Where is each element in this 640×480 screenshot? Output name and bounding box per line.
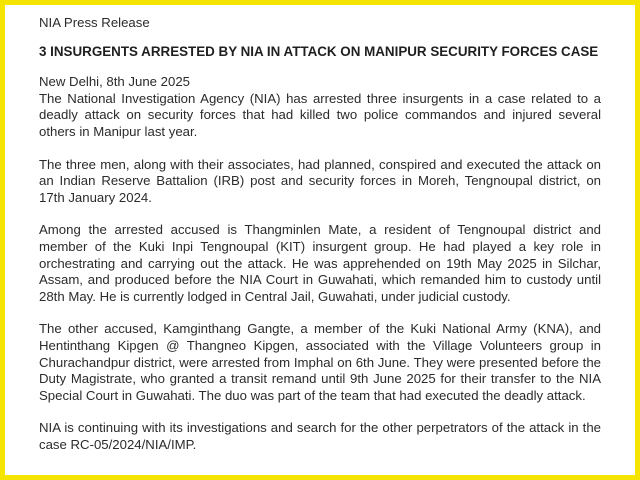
dateline: New Delhi, 8th June 2025 [39,74,191,90]
paragraph-4: The other accused, Kamginthang Gangte, a member of the Kuki National Army (KNA), and Hentinthang Kipgen @ Thangneo Kipgen, associated with the Village Volunteers group in Churachandpur district, were arrested from Imphal on 6th June. They were presented before the Duty Magistrate, who granted a transit remand until 9th June 2025 for their transfer to the NIA Special Court in Guwahati. The duo was part of the team that had executed the deadly attack. [39,321,601,403]
document-label: NIA Press Release [39,15,150,30]
paragraph-1: The National Investigation Agency (NIA) has arrested three insurgents in a case related to a deadly attack on security forces that had killed two police commandos and injured several others in Manipur last year. [39,90,601,139]
paragraph-5: NIA is continuing with its investigations and search for the other perpetrators of the attack in the case RC-05/2024/NIA/IMP. [39,420,601,452]
paragraph-2: The three men, along with their associates, had planned, conspired and executed the attack on an Indian Reserve Battalion (IRB) post and security forces in Moreh, Tengnoupal district, on 17th January 2024. [39,156,601,205]
headline: 3 INSURGENTS ARRESTED BY NIA IN ATTACK ON MANIPUR SECURITY FORCES CASE [39,43,599,59]
press-release-page [5,5,635,475]
paragraph-3: Among the arrested accused is Thangminlen Mate, a resident of Tengnoupal district and member of the Kuki Inpi Tengnoupal (KIT) insurgent group. He had played a key role in orchestrating and carrying out the attack. He was apprehended on 19th May 2025 in Silchar, Assam, and produced before the NIA Court in Guwahati, which remanded him to custody until 28th May. He is currently lodged in Central Jail, Guwahati, under judicial custody. [39,222,601,304]
